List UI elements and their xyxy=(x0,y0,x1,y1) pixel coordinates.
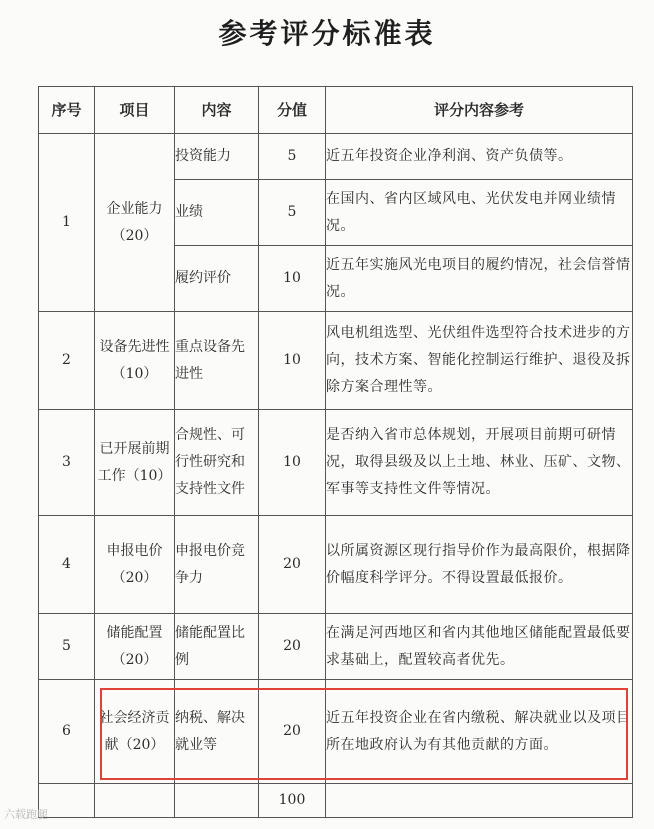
row-reference: 近五年实施风光电项目的履约情况，社会信誉情况。 xyxy=(326,246,633,312)
row-content: 重点设备先进性 xyxy=(175,312,259,410)
table-row xyxy=(39,312,633,410)
row-score: 10 xyxy=(259,312,326,410)
total-empty-cell xyxy=(326,784,633,818)
table-header-row xyxy=(39,87,633,134)
watermark-text: 六载跑腿 xyxy=(4,808,48,821)
row-score: 20 xyxy=(259,680,326,784)
table-row xyxy=(39,410,633,516)
table-row xyxy=(39,134,633,180)
row-reference: 近五年投资企业在省内缴税、解决就业以及项目所在地政府认为有其他贡献的方面。 xyxy=(326,680,633,784)
row-number: 6 xyxy=(39,680,95,784)
row-reference: 近五年投资企业净利润、资产负债等。 xyxy=(326,134,633,180)
row-score: 20 xyxy=(259,516,326,614)
header-reference: 评分内容参考 xyxy=(326,87,633,134)
row-number: 2 xyxy=(39,312,95,410)
highlight-box xyxy=(100,688,628,780)
total-empty-cell xyxy=(175,784,259,818)
table-row xyxy=(39,614,633,680)
row-content: 合规性、可行性研究和支持性文件 xyxy=(175,410,259,516)
row-item: 社会经济贡献（20） xyxy=(95,680,175,784)
row-item: 储能配置（20） xyxy=(95,614,175,680)
row-item: 企业能力（20） xyxy=(95,134,175,312)
row-content: 履约评价 xyxy=(175,246,259,312)
row-item: 设备先进性（10） xyxy=(95,312,175,410)
total-row xyxy=(39,784,633,818)
total-empty-cell xyxy=(95,784,175,818)
row-content: 申报电价竞争力 xyxy=(175,516,259,614)
row-number: 4 xyxy=(39,516,95,614)
row-reference: 是否纳入省市总体规划，开展项目前期可研情况，取得县级及以上土地、林业、压矿、文物、军事等支持性文件等情况。 xyxy=(326,410,633,516)
table-row xyxy=(39,516,633,614)
row-content: 业绩 xyxy=(175,180,259,246)
row-number: 1 xyxy=(39,134,95,312)
row-score: 10 xyxy=(259,410,326,516)
row-number: 5 xyxy=(39,614,95,680)
document-title: 参考评分标准表 xyxy=(218,17,436,50)
row-reference: 在国内、省内区域风电、光伏发电并网业绩情况。 xyxy=(326,180,633,246)
header-no: 序号 xyxy=(39,87,95,134)
row-score: 20 xyxy=(259,614,326,680)
row-content: 纳税、解决就业等 xyxy=(175,680,259,784)
row-reference: 在满足河西地区和省内其他地区储能配置最低要求基础上，配置较高者优先。 xyxy=(326,614,633,680)
row-reference: 以所属资源区现行指导价作为最高限价，根据降价幅度科学评分。不得设置最低报价。 xyxy=(326,516,633,614)
row-score: 10 xyxy=(259,246,326,312)
header-item: 项目 xyxy=(95,87,175,134)
row-reference: 风电机组选型、光伏组件选型符合技术进步的方向，技术方案、智能化控制运行维护、退役及拆除方案合理性等。 xyxy=(326,312,633,410)
row-content: 储能配置比例 xyxy=(175,614,259,680)
watermark xyxy=(4,806,48,822)
total-score: 100 xyxy=(259,784,326,818)
header-content: 内容 xyxy=(175,87,259,134)
row-score: 5 xyxy=(259,180,326,246)
row-item: 已开展前期工作（10） xyxy=(95,410,175,516)
row-score: 5 xyxy=(259,134,326,180)
header-score: 分值 xyxy=(259,87,326,134)
row-item: 申报电价（20） xyxy=(95,516,175,614)
row-number: 3 xyxy=(39,410,95,516)
row-content: 投资能力 xyxy=(175,134,259,180)
